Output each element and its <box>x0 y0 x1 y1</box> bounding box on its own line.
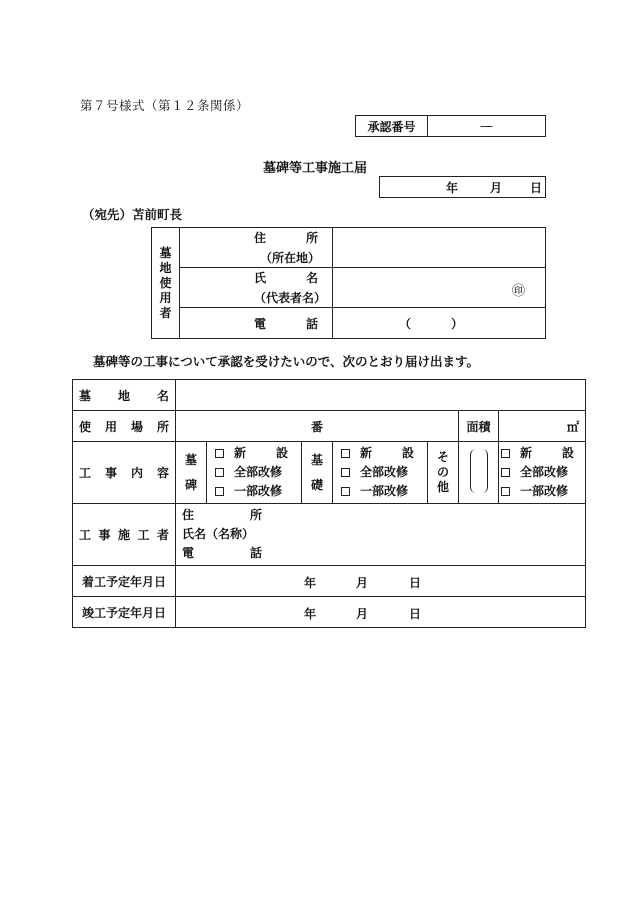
form-number: 第７号様式（第１２条関係） <box>80 98 250 113</box>
foundation-partial-checkbox[interactable]: 一部改修 <box>341 482 427 501</box>
bracket-mark <box>470 449 488 493</box>
tombstone-new-checkbox[interactable]: 新 設 <box>215 444 301 463</box>
end-date-label: 竣工予定年月日 <box>73 597 176 628</box>
submission-date-box <box>379 176 546 198</box>
applicant-group-label: 墓 地 使 用 者 <box>152 228 180 339</box>
contractor-label: 工 事 施 工 者 <box>73 504 176 566</box>
foundation-options <box>333 442 428 504</box>
foundation-full-checkbox[interactable]: 全部改修 <box>341 463 427 482</box>
area-label: 面積 <box>459 411 499 442</box>
contractor-field[interactable]: 住 所 氏名（名称） 電 話 <box>176 504 586 566</box>
seal-mark: ㊞ <box>511 284 525 299</box>
other-partial-checkbox[interactable]: 一部改修 <box>501 482 585 501</box>
address-field[interactable] <box>333 228 546 268</box>
name-label: 氏 名 （代表者名） <box>180 268 333 308</box>
foundation-new-checkbox[interactable]: 新 設 <box>341 444 427 463</box>
tombstone-options <box>207 442 302 504</box>
date-year: 年 <box>446 181 459 195</box>
other-new-checkbox[interactable]: 新 設 <box>501 444 585 463</box>
applicant-table <box>151 227 546 339</box>
date-month: 月 <box>490 181 503 195</box>
approval-number-box <box>355 115 546 137</box>
location-label: 使 用 場 所 <box>73 411 176 442</box>
approval-number-label: 承認番号 <box>356 116 428 136</box>
phone-field[interactable]: （ ） <box>333 308 546 339</box>
area-field[interactable] <box>499 411 586 442</box>
work-content-label: 工 事 内 容 <box>73 442 176 504</box>
other-description-field[interactable] <box>459 442 499 504</box>
area-unit: ㎡ <box>567 419 580 434</box>
tombstone-label: 墓 碑 <box>176 442 207 504</box>
name-field[interactable] <box>333 268 546 308</box>
statement: 墓碑等の工事について承認を受けたいので、次のとおり届け出ます。 <box>93 354 480 369</box>
date-day: 日 <box>530 181 543 195</box>
start-date-label: 着工予定年月日 <box>73 566 176 597</box>
other-label: そ の 他 <box>428 442 459 504</box>
other-options <box>499 442 586 504</box>
location-field[interactable] <box>176 411 459 442</box>
cemetery-field[interactable] <box>176 380 586 411</box>
main-table <box>72 379 586 628</box>
addressee: （宛先）苫前町長 <box>82 207 183 222</box>
form-title: 墓碑等工事施工届 <box>262 161 367 176</box>
other-full-checkbox[interactable]: 全部改修 <box>501 463 585 482</box>
start-date-field[interactable]: 年 月 日 <box>176 566 586 597</box>
phone-label: 電 話 <box>180 308 333 339</box>
tombstone-partial-checkbox[interactable]: 一部改修 <box>215 482 301 501</box>
approval-number-value: ― <box>480 119 493 133</box>
cemetery-label: 墓 地 名 <box>73 380 176 411</box>
tombstone-full-checkbox[interactable]: 全部改修 <box>215 463 301 482</box>
address-label: 住 所 （所在地） <box>180 228 333 268</box>
location-number-suffix: 番 <box>310 419 323 434</box>
end-date-field[interactable]: 年 月 日 <box>176 597 586 628</box>
foundation-label: 基 礎 <box>302 442 333 504</box>
